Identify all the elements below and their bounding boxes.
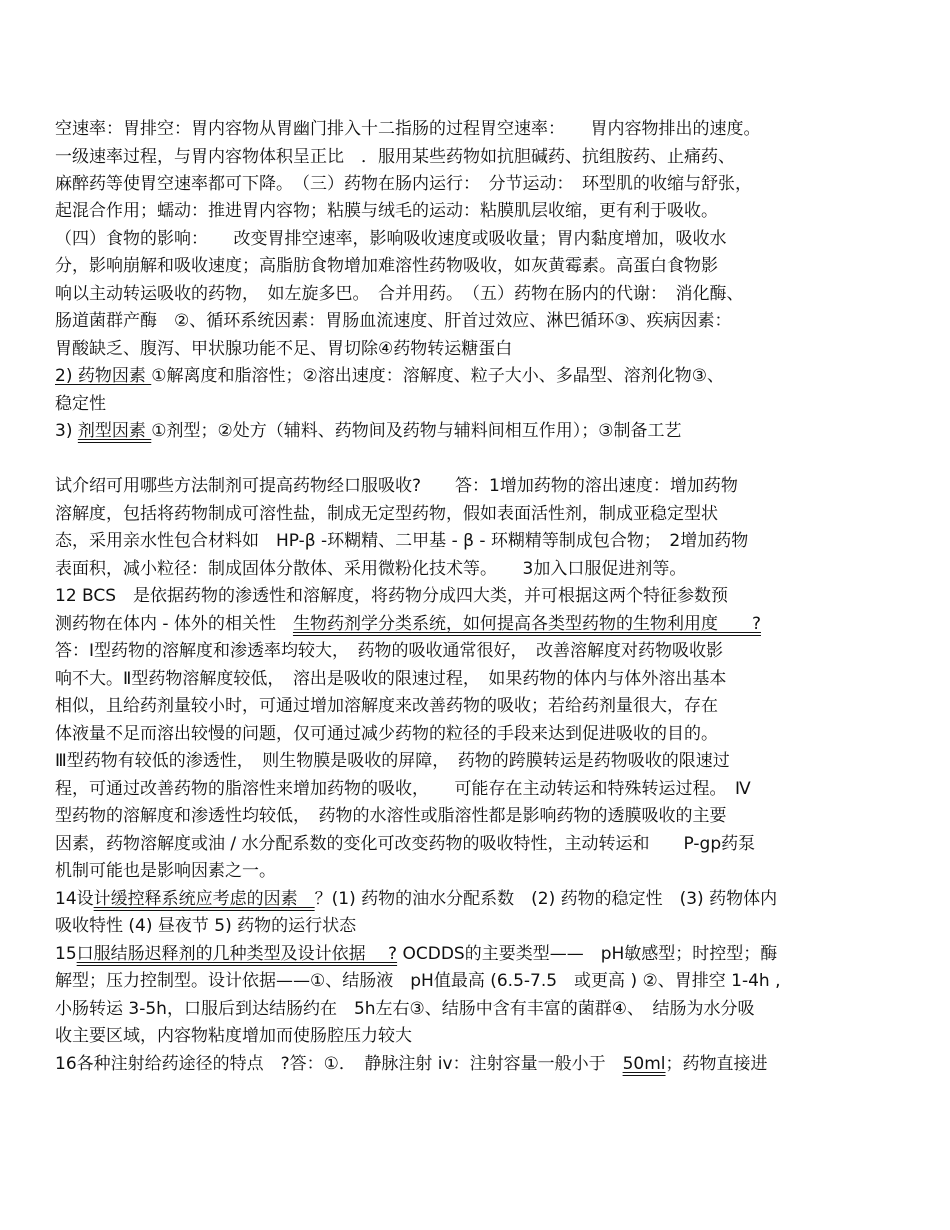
q16-volume: 50ml: [622, 1054, 666, 1074]
q14-title: 计缓控释系统应考虑的因素: [93, 889, 315, 909]
text-line: 肠道菌群产酶 ②、循环系统因素：胃肠血流速度、肝首过效应、淋巴循环③、疾病因素：: [55, 311, 732, 331]
dosage-factors-text: ①剂型；②处方（辅料、药物间及药物与辅料间相互作用）；③制备工艺: [151, 421, 682, 441]
text-line: 吸收特性 (4) 昼夜节 5) 药物的运行状态: [55, 916, 357, 936]
text-line: 态，采用亲水性包合材料如 HP-β -环糊精、二甲基 - β - 环糊精等制成包合物； 2增加药物: [55, 531, 749, 551]
q15-number: 15: [55, 944, 77, 964]
text-line: 相似，且给药剂量较小时，可通过增加溶解度来改善药物的吸收；若给药剂量很大，存在: [55, 696, 718, 716]
text-line: 空速率：胃排空：胃内容物从胃幽门排入十二指肠的过程胃空速率： 胃内容物排出的速度。: [55, 119, 761, 139]
bcs-question-prefix: 测药物在体内 - 体外的相关性: [55, 614, 293, 634]
q15-text: OCDDS的主要类型—— pH敏感型；时控型；酶: [397, 944, 778, 964]
text-line: 表面积，减小粒径：制成固体分散体、采用微粉化技术等。 3加入口服促进剂等。: [55, 559, 687, 579]
drug-factors-heading: 2) 药物因素: [55, 366, 152, 386]
text-line: 机制可能也是影响因素之一。: [55, 861, 276, 881]
q16-text: 16各种注射给药途径的特点 ?答：①． 静脉注射 iv：注射容量一般小于: [55, 1054, 623, 1074]
dosage-factors-prefix: 3): [55, 421, 78, 441]
q16-tail: ；药物直接进: [665, 1054, 768, 1074]
q15-line: [55, 942, 777, 966]
bcs-question-line: [55, 612, 761, 636]
dosage-factors-line: [55, 419, 682, 443]
q16-line: [55, 1052, 768, 1076]
text-line: 试介绍可用哪些方法制剂可提高药物经口服吸收? 答：1增加药物的溶出速度：增加药物: [55, 476, 738, 496]
q14-text: ？(1) 药物的油水分配系数 (2) 药物的稳定性 (3) 药物体内: [314, 889, 778, 909]
text-line: 一级速率过程，与胃内容物体积呈正比 ．服用某些药物如抗胆碱药、抗组胺药、止痛药、: [55, 147, 735, 167]
dosage-factors-heading: 剂型因素: [77, 421, 152, 441]
text-line: 解型；压力控制型。设计依据——①、结肠液 pH值最高 (6.5-7.5 或更高 ) ②、胃排空 1-4h ,: [55, 971, 781, 991]
text-line: （四）食物的影响： 改变胃排空速率，影响吸收速度或吸收量；胃内黏度增加，吸收水: [55, 229, 727, 249]
text-line: 因素，药物溶解度或油 / 水分配系数的变化可改变药物的吸收特性，主动转运和 P-gp药泵: [55, 834, 756, 854]
q14-number: 14设: [55, 889, 94, 909]
q14-line: [55, 887, 777, 911]
text-line: 起混合作用；蠕动：推进胃内容物；粘膜与绒毛的运动：粘膜肌层收缩，更有利于吸收。: [55, 201, 718, 221]
q15-title: 口服结肠迟释剂的几种类型及设计依据 ?: [76, 944, 398, 964]
text-line: 体液量不足而溶出较慢的问题，仅可通过减少药物的粒径的手段来达到促进吸收的目的。: [55, 724, 718, 744]
bcs-question-title: 生物药剂学分类系统，如何提高各类型药物的生物利用度 ?: [292, 614, 761, 634]
drug-factors-line: [55, 364, 724, 388]
text-line: 响不大。Ⅱ型药物溶解度较低， 溶出是吸收的限速过程， 如果药物的体内与体外溶出基本: [55, 669, 727, 689]
text-line: 溶解度，包括将药物制成可溶性盐，制成无定型药物，假如表面活性剂，制成亚稳定型状: [55, 504, 718, 524]
text-line: 收主要区域，内容物粘度增加而使肠腔压力较大: [55, 1026, 412, 1046]
text-line: 分，影响崩解和吸收速度；高脂肪食物增加难溶性药物吸收，如灰黄霉素。高蛋白食物影: [55, 256, 718, 276]
text-line: 小肠转运 3-5h，口服后到达结肠约在 5h左右③、结肠中含有丰富的菌群④、 结肠为水分吸: [55, 999, 755, 1019]
text-line: 麻醉药等使胃空速率都可下降。 （三）药物在肠内运行： 分节运动： 环型肌的收缩与舒张，: [55, 174, 752, 194]
text-line: 12 BCS 是依据药物的渗透性和溶解度，将药物分成四大类，并可根据这两个特征参数预: [55, 586, 729, 606]
text-line: 稳定性: [55, 394, 106, 414]
text-line: 响以主动转运吸收的药物， 如左旋多巴。 合并用药。 （五）药物在肠内的代谢： 消化酶、: [55, 284, 744, 304]
text-line: 答：Ⅰ型药物的溶解度和渗透率均较大， 药物的吸收通常很好， 改善溶解度对药物吸收影: [55, 641, 724, 661]
text-line: 胃酸缺乏、腹泻、甲状腺功能不足、胃切除④药物转运糖蛋白: [55, 339, 513, 359]
text-line: 型药物的溶解度和渗透性均较低， 药物的水溶性或脂溶性都是影响药物的透膜吸收的主要: [55, 806, 727, 826]
text-line: 程，可通过改善药物的脂溶性来增加药物的吸收， 可能存在主动转运和特殊转运过程。 Ⅳ: [55, 779, 751, 799]
drug-factors-text: ①解离度和脂溶性；②溶出速度：溶解度、粒子大小、多晶型、溶剂化物③、: [151, 366, 724, 386]
text-line: Ⅲ型药物有较低的渗透性， 则生物膜是吸收的屏障， 药物的跨膜转运是药物吸收的限速过: [55, 751, 730, 771]
